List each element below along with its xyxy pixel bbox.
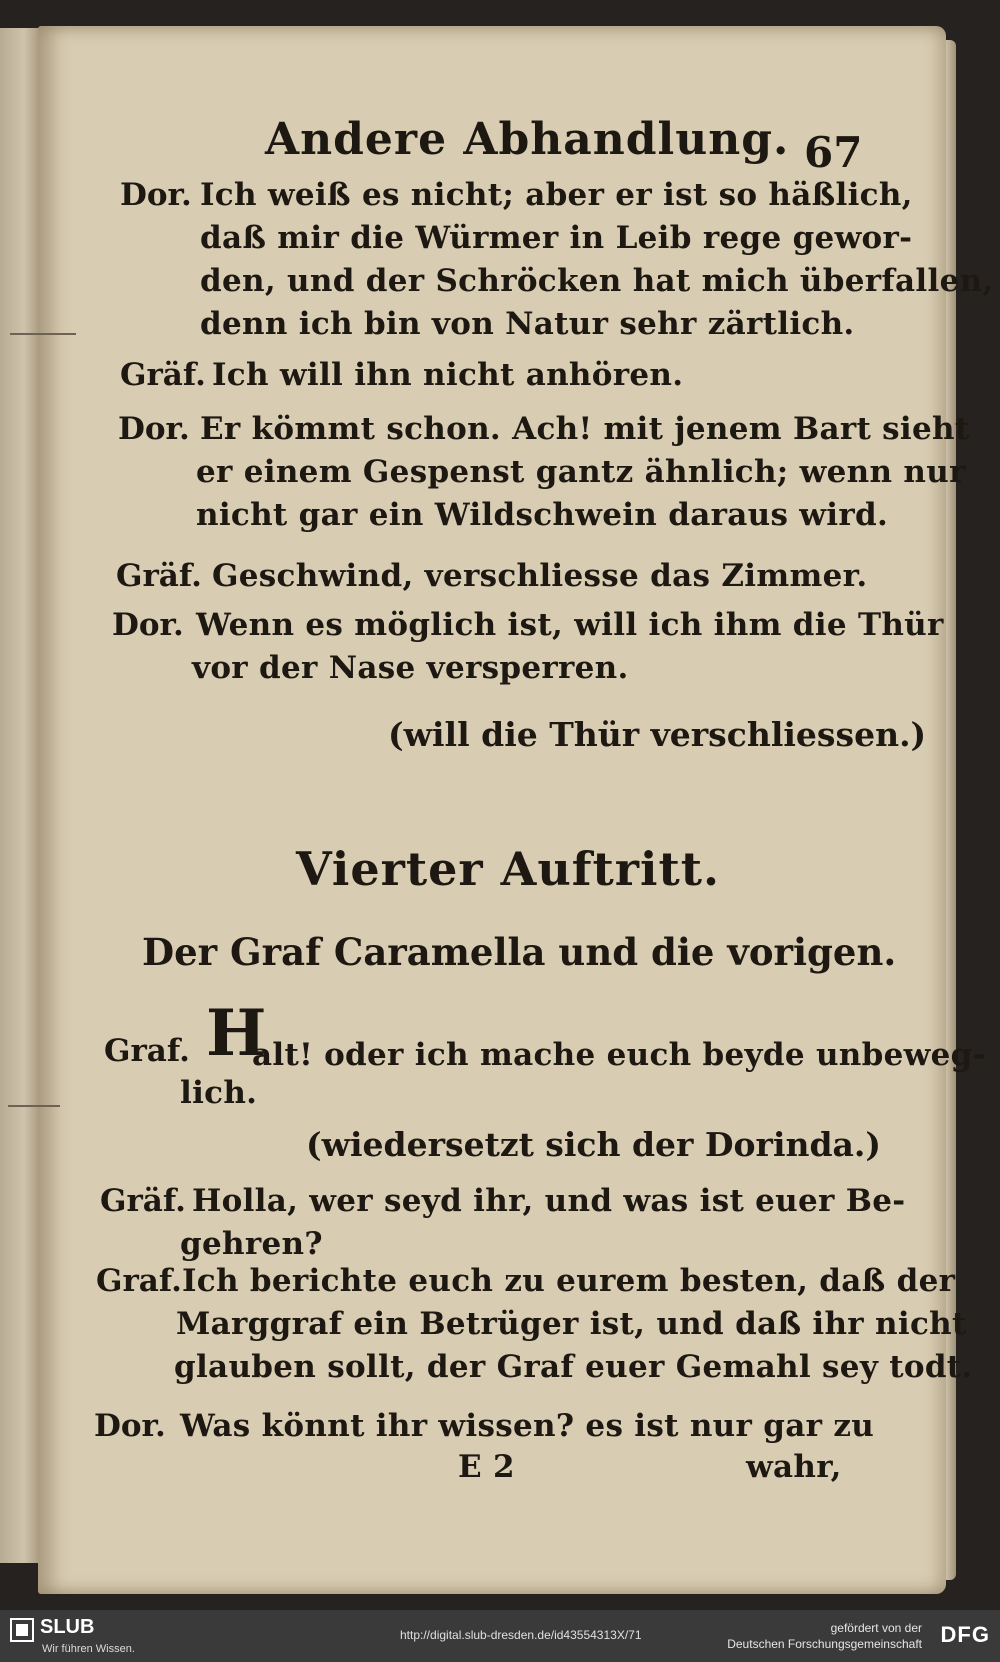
speaker-label: Graf. bbox=[96, 1263, 182, 1299]
stage-direction: (wiedersetzt sich der Dorinda.) bbox=[306, 1125, 882, 1164]
text-line: Holla, wer seyd ihr, und was ist euer Be- bbox=[192, 1183, 906, 1219]
dfg-logo[interactable]: DFG bbox=[940, 1622, 990, 1647]
viewer-footer bbox=[0, 1610, 1000, 1662]
text-line: er einem Gespenst gantz ähnlich; wenn nur bbox=[196, 454, 966, 490]
page-number: 67 bbox=[804, 128, 863, 177]
text-line: nicht gar ein Wildschwein daraus wird. bbox=[196, 497, 889, 533]
speaker-label: Gräf. bbox=[120, 357, 206, 393]
permalink-url[interactable]: http://digital.slub-dresden.de/id43554313X/71 bbox=[400, 1628, 642, 1642]
text-line: gehren? bbox=[180, 1226, 323, 1262]
speaker-label: Dor. bbox=[120, 177, 192, 213]
running-header-title: Andere Abhandlung. bbox=[265, 114, 790, 165]
text-line: Ich berichte euch zu eurem besten, daß der bbox=[182, 1263, 956, 1299]
text-line: lich. bbox=[180, 1075, 258, 1111]
speaker-label: Dor. bbox=[94, 1408, 166, 1444]
binding-thread bbox=[8, 1105, 60, 1107]
text-line: daß mir die Würmer in Leib rege gewor- bbox=[200, 220, 913, 256]
slub-tagline: Wir führen Wissen. bbox=[42, 1643, 135, 1655]
text-line: Was könnt ihr wissen? es ist nur gar zu bbox=[180, 1408, 875, 1444]
facing-page-edge bbox=[0, 28, 40, 1563]
scene-subtitle: Der Graf Caramella und die vorigen. bbox=[142, 930, 897, 974]
text-line: Ich will ihn nicht anhören. bbox=[212, 357, 684, 393]
text-line: glauben sollt, der Graf euer Gemahl sey todt. bbox=[174, 1349, 973, 1385]
scene-title: Vierter Auftritt. bbox=[296, 842, 721, 896]
text-line: Geschwind, verschliesse das Zimmer. bbox=[212, 558, 868, 594]
binding-thread bbox=[10, 333, 76, 335]
speaker-label: Dor. bbox=[118, 411, 190, 447]
text-line: Ich weiß es nicht; aber er ist so häßlich, bbox=[200, 177, 913, 213]
text-line: Wenn es möglich ist, will ich ihm die Thür bbox=[196, 607, 944, 643]
text-line: Marggraf ein Betrüger ist, und daß ihr nicht bbox=[176, 1306, 967, 1342]
speaker-label: Graf. bbox=[104, 1033, 190, 1069]
speaker-label: Dor. bbox=[112, 607, 184, 643]
funder-line: Deutschen Forschungsgemeinschaft bbox=[727, 1637, 922, 1651]
text-line: Er kömmt schon. Ach! mit jenem Bart sieht bbox=[200, 411, 970, 447]
stage-direction: (will die Thür verschliessen.) bbox=[388, 715, 927, 754]
text-line: denn ich bin von Natur sehr zärtlich. bbox=[200, 306, 855, 342]
funder-line: gefördert von der bbox=[830, 1621, 922, 1635]
funder-text bbox=[727, 1620, 922, 1652]
signature-mark: E 2 bbox=[458, 1449, 515, 1485]
speaker-label: Gräf. bbox=[100, 1183, 186, 1219]
text-line: alt! oder ich mache euch beyde unbeweg- bbox=[252, 1037, 986, 1073]
text-line: den, und der Schröcken hat mich überfallen, bbox=[200, 263, 994, 299]
speaker-label: Gräf. bbox=[116, 558, 202, 594]
text-line: vor der Nase versperren. bbox=[192, 650, 629, 686]
slub-logo-text[interactable]: SLUB bbox=[40, 1616, 95, 1638]
catchword: wahr, bbox=[746, 1449, 842, 1485]
slub-logo-icon bbox=[10, 1618, 34, 1642]
drop-capital: H bbox=[206, 996, 267, 1071]
